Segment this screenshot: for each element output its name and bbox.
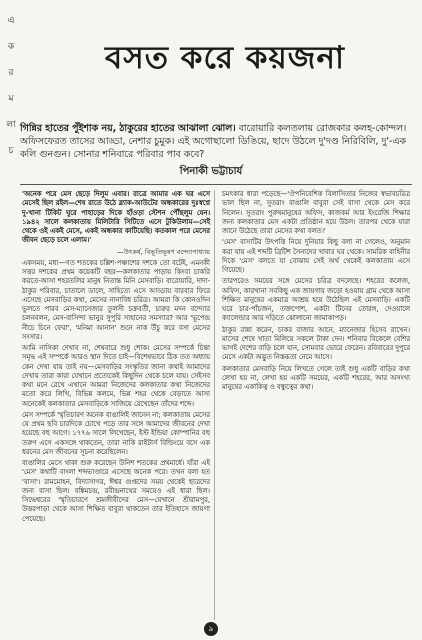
- left-column: [22, 190, 210, 526]
- body-paragraph: আমি নাসিকা দেখাব না, শেষবারে শুধু শোক। মেসের সম্পর্কে চিন্তা সমৃদ্ধ এই সম্পর্কে আরও স্থান দিতে চাই—বিশেষভাবে ঠিক তত অধ্যায় কেন দেখা যায় তাই নয়—মেসবাড়ির সংস্কৃতির জানা কথাই আমাদের দেখায় তারা কারা যেখানে প্রত্যেকেই কিছুদিন থেকে চলে যায়। সেইসব কথা মনে রেখে এখানে আমরা নিজেদের কলকাতার কথা নিজেদের মতো করে লিখি, বিভিন্ন কলমে, ভিন্ন শহর থেকে বেড়াতে আসা অনেকেই কলকাতার মেসবাড়িকে সাজিয়ে রেখেছেন তাঁদের শব্দে।: [22, 344, 210, 408]
- quote-attribution: —উৎকর্ষ, বিভূতিভূষণ বন্দ্যোপাধ্যায়: [117, 247, 210, 256]
- intro-rest: বারোয়ারি কলতলায় রোজকার কলহ-কোন্দল। অফিসফেরত তাসের আড্ডা, নেশার চুমুক। এই অগোছালো ডিঙিয়ে, ছাদে উঠলে দু'দণ্ড নিরিবিলি, দু'-এক কলি গুনগুন। সোনার শনিবারে পরিবার পাব কবে?: [20, 123, 407, 160]
- header-rule: [20, 184, 412, 185]
- body-paragraph: বাঙালির মেসে থাকা শুরু করেছেন উনিশ শতকের প্রথমার্ধে। যাঁরা এই 'মেস' কথাটি বাংলা শব্দভাণ্ডারে এসেছে অনেক পরে। তখন বলা হত 'বাসা'। রামমোহন, বিদ্যাসাগর, ঈশ্বর গুপ্তদের সময় থেকেই ছাত্রদের জন্য বাসা ছিল। বঙ্কিমচন্দ্র, রবীন্দ্রনাথের সময়েও এই ধারা ছিল। সিদ্ধেশ্বরের স্মৃতিচারণে শ্রমজীবীদের মেস—যেখানে শ্রীরামপুর, উত্তরপাড়া থেকে আসা শিক্ষিত বাবুরা থাকতেন তার ইতিহাসে জায়গা পেয়েছে।: [22, 459, 210, 523]
- body-paragraph: মেস সম্পর্কে স্মৃতিচারণ অনেক বাঙালিই জানেন না; কলকাতায় মেসের যে প্রথম ছবি চারদিকে চোখে পড়ে তার সঙ্গে আমাদের জীবনের দেখা হয়েছে বহু আগে। ১৭৭৬ সালে লিখেছেন, ইস্ট ইন্ডিয়া কোম্পানির বহু তরুণ এসে একসঙ্গে থাকতেন, তারা নাকি রাইটার্স বিল্ডিংয়ে বসে এক ধরনের মেস জীবনের সূচনা করেছিলেন।: [22, 410, 210, 456]
- author-name: পিনাকী ভট্টাচার্য: [179, 166, 243, 177]
- body-paragraph: ঠাকুর রান্না করেন, চাকর বাজার আনে, ম্যানেজার হিসেব রাখেন। মাসের শেষে খাতা মিলিয়ে সকলে টাকা দেন। শনিবার বিকেলে বেশির ভাগই দেশের বাড়ি চলে যান, সোমবার ভোরে ফেরেন। রবিবারের দুপুরে মেসে একটা অদ্ভুত নিস্তব্ধতা নেমে আসে।: [222, 325, 410, 362]
- article-intro: [20, 122, 412, 161]
- sidebar-letter: ক: [7, 42, 15, 52]
- body-paragraph: 'মেস' বাসাটির উৎপত্তি নিয়ে দুনিয়ার কিছু বলা না গেলেও, অনুমান করা যায় এই শব্দটি ব্রিটিশ সৈন্যদের খাবার ঘর থেকে। সামরিক বাহিনীর দিকে 'মেস' বলতে যা বোঝায় সেই অর্থ থেকেই কলকাতায় এসে গিয়েছে।: [222, 238, 410, 274]
- body-paragraph: একসময়, মধ্য—গত শতকের চল্লিশ-পঞ্চাশের দশকে তো বটেই, এমনকী সত্তর দশকের প্রথম কয়েকটি বছর—কলকাতার পাড়ায় কিংবা চাকরি করতে-আসা শহরতলির মানুষ নিতান্ত মিনি মেসবাড়ি। বারোয়ারি, দাদা-ঠাকুর পরিবার, চাতালে ডালে, সাহিত্যে এসে আড্ডায় বারবার ফিরে এসেছে মেসবাড়ির কথা, মেসের নানাবিধ চরিত্র। আমরা কি কোনওদিন ভুলতে পারব মেস-ম্যানেজার তুলসী চক্রবর্তী, চারুর মদন বন্দ্যোর চলনবলন, মেস-বাসিন্দা ভানুর সুপুরি সাহানের সমস্যার? আর 'ভূপেন্দ্র নীচে চিনে ফেরা', 'মনিমা আনান' শুনে নাক উঁচু করে বসা মেসের সংসার।: [22, 258, 210, 341]
- right-column: [222, 190, 410, 394]
- intro-lead: গিন্নির হাতের পুঁইশাক নয়, ঠাকুরের হাতের আঝালা ঝোল।: [20, 123, 236, 134]
- sidebar-letters: [4, 8, 18, 164]
- body-paragraph: চমৎকার ধারা পড়েছে—'ঔপনিবেশিক বিলাসিতার নিজের স্বভাবচরিত্র ভাল ছিল না, সুতরাং বাঙালি বাবুরা সেই বাসা থেকে মেস করে নিলেন। সুতরাং পুরুষমানুষের অফিস, কাজকর্ম আর ইংরেজি শিক্ষার জন্য কলকাতার মেস একটা প্রতিষ্ঠান হয়ে উঠল। তারপর থেকে যারা জানে উঠেছে তারা মেসের কথা বলত।': [222, 190, 410, 235]
- body-paragraph: কলকাতার মেসবাড়ি নিয়ে লিখতে গেলে তাই শুধু একটি বাড়ির কথা লেখা হয় না, লেখা হয় একটি সময়ের, একটি শহরের, আর অসংখ্য মানুষের একাকিত্ব ও বন্ধুত্বের কথা।: [222, 364, 410, 391]
- sidebar-letter: এ: [7, 16, 15, 26]
- sidebar-letter: ম: [8, 94, 14, 104]
- sidebar-letter: র: [8, 68, 14, 78]
- sidebar-letter: লা: [6, 120, 16, 130]
- body-paragraph: তারপরেও সময়ের সঙ্গে মেসের চরিত্র বদলেছে। শহরের কলেজ, অফিস, কারখানা সবকিছু এক জায়গায় জড়ো হওয়ায় গ্রাম থেকে আসা শিক্ষিত মানুষের একমাত্র আশ্রয় হয়ে উঠেছিল এই মেসবাড়ি। একটি ঘরে চার-পাঁচজন, তক্তপোশ, একটা টিনের তোরঙ্গ, দেওয়ালে ক্যালেন্ডার আর দড়িতে ঝোলানো জামাকাপড়।: [222, 277, 410, 323]
- column-divider: [214, 190, 215, 620]
- article-title: বসত করে কয়জনা: [105, 40, 345, 76]
- sidebar-letter: চ: [8, 146, 14, 156]
- page-number: ৯: [204, 622, 218, 636]
- opening-quote: 'অনেক পরে মেস ছেড়ে দিলুম এবার। রাত্রে আমার এক ঘর এসে মেসেই ছিল রইল—শেষ রাতে উঠে ব্ল্যাক-আউটের অন্ধকারের দুঃস্বপ্নে দু-খানা টিকিট ঘুরে পাহাড়ের দিকে হাঁওড়া স্টেশন পৌঁছলুম যেন। ১৯৪২ সালে কলকাতায় মিলিটারি সিটিতে এসে টুকিউলাম—সেই থেকে ওই একই মেসে, একই অন্ধকার কাটিয়েছি। কতকাল পরে মেসের জীবন ছেড়ে চলে এলাম।': [22, 190, 210, 245]
